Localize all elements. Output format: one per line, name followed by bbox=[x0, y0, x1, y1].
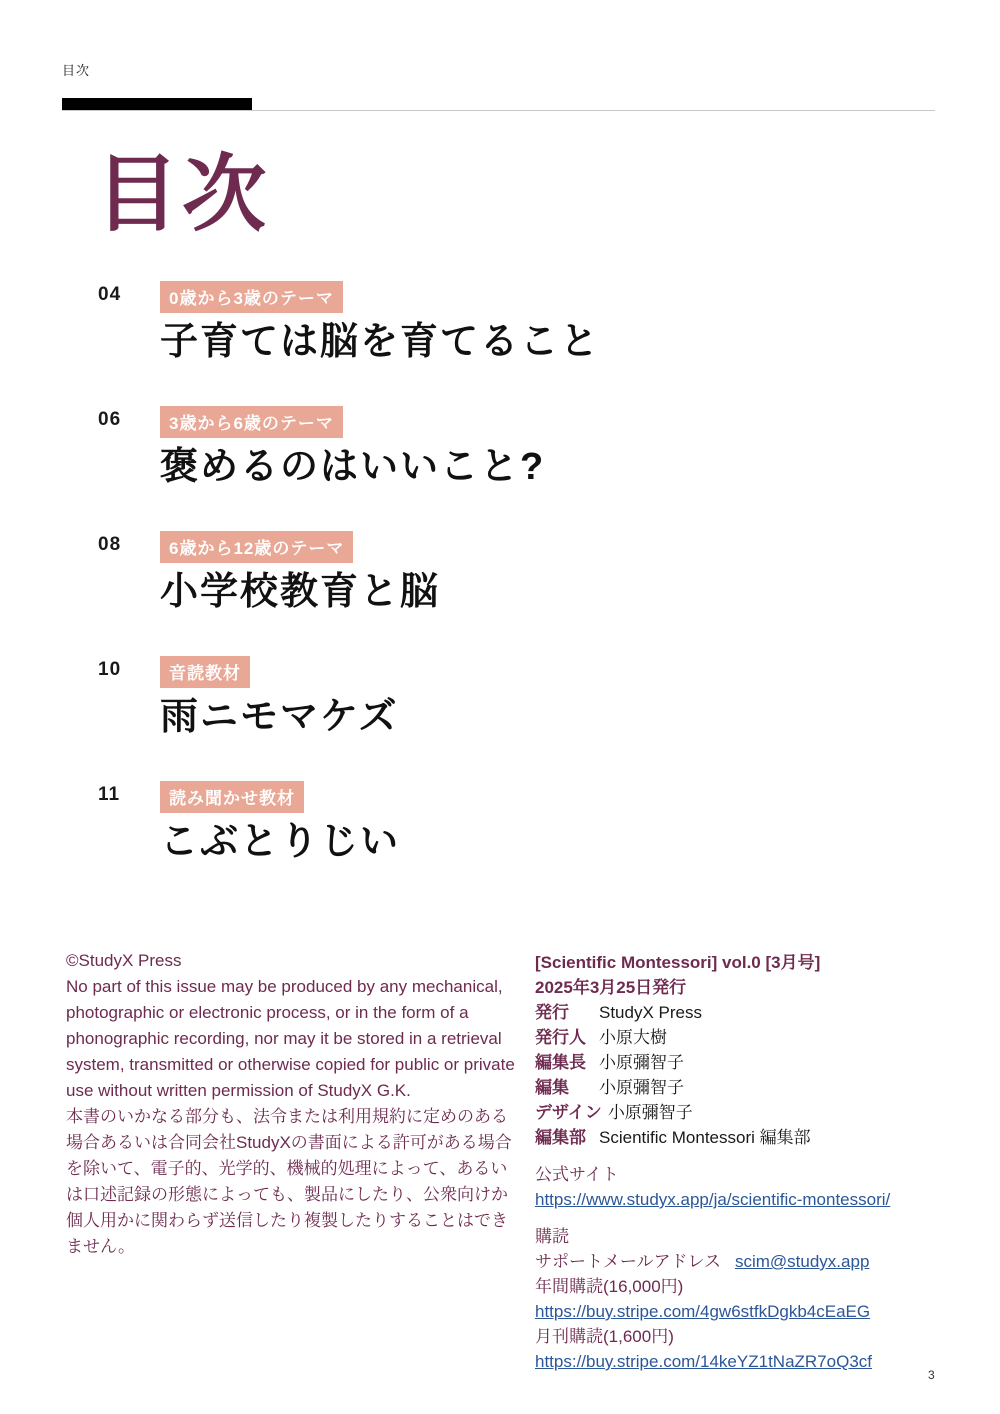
toc-entry-number: 08 bbox=[98, 534, 122, 555]
toc-entry-tag: 3歳から6歳のテーマ bbox=[160, 406, 343, 438]
toc-entry-tag: 6歳から12歳のテーマ bbox=[160, 531, 353, 563]
header-rule bbox=[62, 97, 935, 111]
toc-entry bbox=[98, 281, 938, 364]
issue-title: [Scientific Montessori] vol.0 [3月号] bbox=[535, 953, 821, 972]
staff-row bbox=[535, 1050, 965, 1075]
toc-entry-tag: 0歳から3歳のテーマ bbox=[160, 281, 343, 313]
staff-label: 発行 bbox=[535, 1003, 569, 1022]
support-email-link[interactable]: scim@studyx.app bbox=[734, 1252, 870, 1271]
toc-entry-number: 04 bbox=[98, 284, 122, 305]
monthly-subscription-label: 月刊購読(1,600円) bbox=[535, 1327, 674, 1346]
toc-entry-number: 11 bbox=[98, 784, 121, 805]
support-email-label: サポートメールアドレス bbox=[535, 1252, 721, 1271]
staff-label: デザイン bbox=[535, 1103, 602, 1122]
staff-value: 小原大樹 bbox=[599, 1028, 667, 1047]
support-email-row bbox=[535, 1249, 965, 1274]
official-site-heading: 公式サイト bbox=[535, 1165, 619, 1184]
copyright-block bbox=[66, 948, 524, 1260]
monthly-subscription-link[interactable]: https://buy.stripe.com/14keYZ1tNaZR7oQ3cf bbox=[535, 1352, 872, 1371]
toc-entry-title: 雨ニモマケズ bbox=[160, 696, 399, 738]
staff-value: Scientific Montessori 編集部 bbox=[599, 1128, 811, 1147]
toc-entry-number: 10 bbox=[98, 659, 122, 680]
staff-value: 小原彌智子 bbox=[599, 1053, 684, 1072]
staff-label: 発行人 bbox=[535, 1028, 586, 1047]
toc-entry-tag: 読み聞かせ教材 bbox=[160, 781, 304, 813]
staff-row bbox=[535, 1025, 965, 1050]
toc-entry-title: 小学校教育と脳 bbox=[160, 571, 441, 613]
legal-notice-ja: 本書のいかなる部分も、法令または利用規約に定めのある場合あるいは合同会社StudyXの書面による許可がある場合を除いて、電子的、光学的、機械的処理によって、あるいは口述記録の形態によっても、製品にしたり、公衆向けか個人用かに関わらず送信したり複製したりすることはできません。 bbox=[66, 1107, 512, 1256]
issue-date: 2025年3月25日発行 bbox=[535, 978, 687, 997]
toc-entry-tag: 音読教材 bbox=[160, 656, 250, 688]
staff-row bbox=[535, 1125, 965, 1150]
staff-row bbox=[535, 1075, 965, 1100]
staff-value: StudyX Press bbox=[599, 1003, 702, 1022]
toc-entry bbox=[98, 406, 938, 489]
staff-row bbox=[535, 1000, 965, 1025]
annual-subscription-label: 年間購読(16,000円) bbox=[535, 1277, 684, 1296]
staff-value: 小原彌智子 bbox=[599, 1078, 684, 1097]
annual-subscription-link[interactable]: https://buy.stripe.com/4gw6stfkDgkb4cEaEG bbox=[535, 1302, 871, 1321]
header-rule-black-bar bbox=[62, 98, 252, 110]
staff-label: 編集部 bbox=[535, 1128, 586, 1147]
toc-entry-title: こぶとりじい bbox=[160, 821, 401, 863]
page-number: 3 bbox=[928, 1368, 935, 1382]
toc-entry bbox=[98, 781, 938, 864]
staff-row bbox=[535, 1100, 965, 1125]
running-header: 目次 bbox=[62, 63, 91, 78]
toc-entry-title: 褒めるのはいいこと? bbox=[160, 446, 546, 488]
staff-value: 小原彌智子 bbox=[607, 1103, 693, 1122]
toc-entry bbox=[98, 656, 938, 739]
subscription-heading: 購読 bbox=[535, 1227, 569, 1246]
legal-notice-en: No part of this issue may be produced by any mechanical, photographic or electronic process, or in the form of a phonographic recording, nor may it be stored in a retrieval system, transmitted or otherwise copied for public or private use without written permission of StudyX G.K. bbox=[66, 977, 515, 1100]
publication-info bbox=[535, 950, 965, 1374]
toc-entry bbox=[98, 531, 938, 614]
official-site-link[interactable]: https://www.studyx.app/ja/scientific-montessori/ bbox=[535, 1190, 891, 1209]
copyright-line: ©StudyX Press bbox=[66, 951, 182, 970]
staff-label: 編集長 bbox=[535, 1053, 586, 1072]
staff-label: 編集 bbox=[535, 1078, 569, 1097]
page-title: 目次 bbox=[95, 147, 270, 241]
toc-entry-title: 子育ては脳を育てること bbox=[160, 321, 601, 363]
toc-entry-number: 06 bbox=[98, 409, 122, 430]
